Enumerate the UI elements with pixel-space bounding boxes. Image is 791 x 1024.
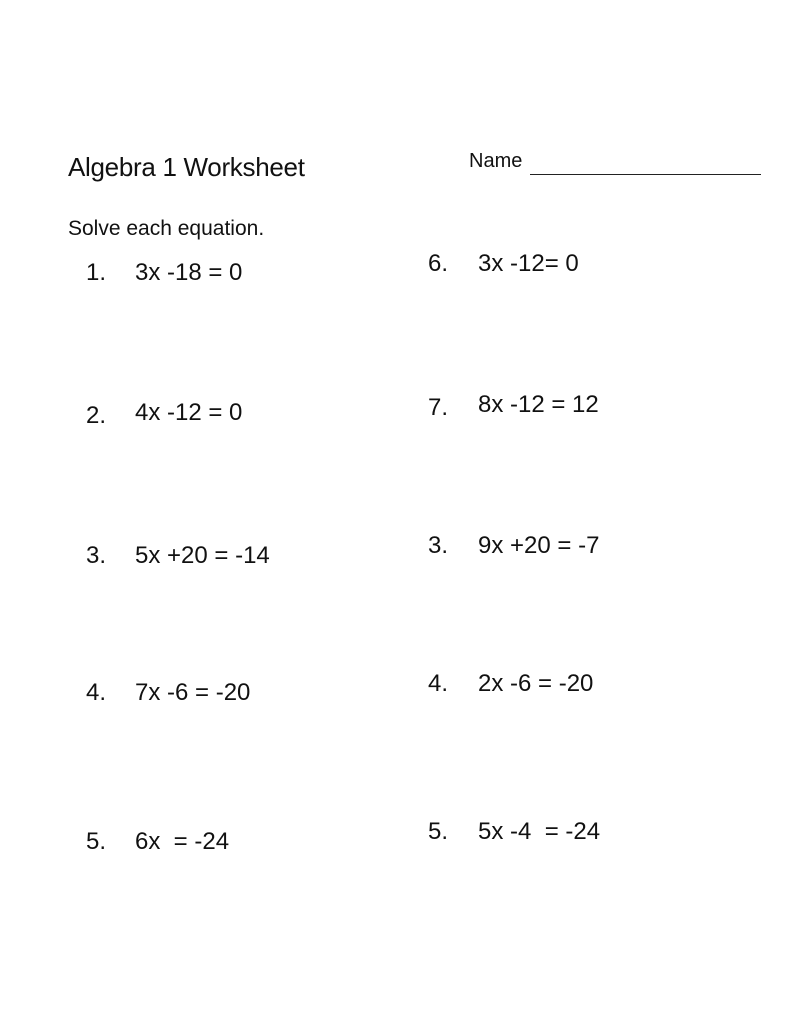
problem-number: 7. — [428, 394, 449, 421]
problem-number: 1. — [86, 259, 107, 286]
problem-number: 3. — [428, 532, 449, 559]
problem-equation: 5x +20 = -14 — [135, 542, 270, 569]
problem-equation: 4x -12 = 0 — [135, 399, 243, 426]
problem-equation: 3x -12= 0 — [478, 250, 579, 277]
problem-equation: 6x = -24 — [135, 828, 230, 855]
problem-equation: 9x +20 = -7 — [478, 532, 600, 559]
problem-equation: 2x -6 = -20 — [478, 670, 594, 697]
problem-equation: 7x -6 = -20 — [135, 679, 251, 706]
problem-number: 6. — [428, 250, 449, 277]
problem-number: 4. — [428, 670, 449, 697]
instructions: Solve each equation. — [68, 217, 265, 240]
problem-number: 4. — [86, 679, 107, 706]
problem-number: 3. — [86, 542, 107, 569]
problem-equation: 8x -12 = 12 — [478, 391, 599, 418]
problem-number: 2. — [86, 402, 107, 429]
worksheet-title: Algebra 1 Worksheet — [68, 152, 305, 182]
problem-number: 5. — [428, 818, 449, 845]
name-label: Name — [469, 150, 523, 172]
name-line[interactable] — [530, 174, 761, 175]
problem-equation: 5x -4 = -24 — [478, 818, 601, 845]
problem-equation: 3x -18 = 0 — [135, 259, 243, 286]
problem-number: 5. — [86, 828, 107, 855]
